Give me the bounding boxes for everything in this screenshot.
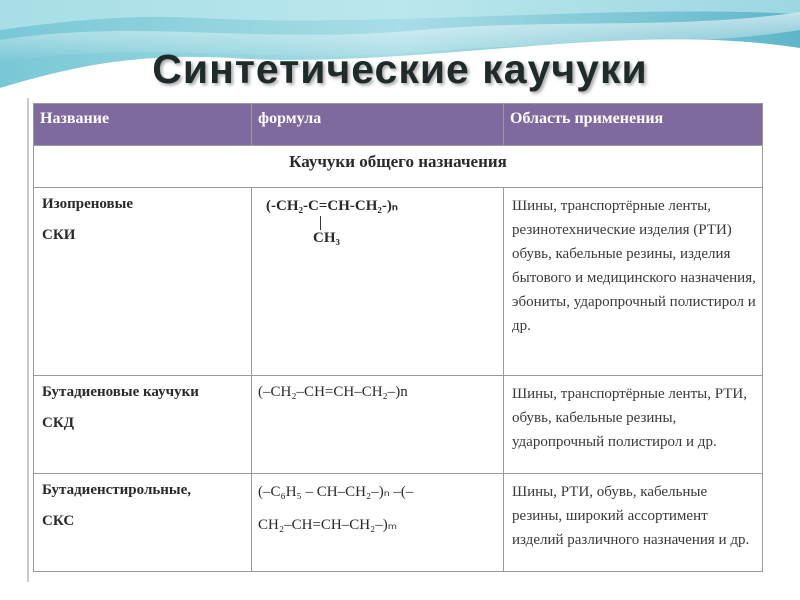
rubber-name-cell <box>34 188 252 376</box>
formula-line2: CH₂–CH=CH–CH₂–)ₘ <box>258 517 398 533</box>
column-header-formula: формула <box>252 104 504 146</box>
table-row <box>34 188 763 376</box>
formula-main: (–CH₂–CH=CH–CH₂–)n <box>258 384 408 400</box>
rubber-name: Изопреновые <box>42 196 133 212</box>
table-header-row <box>34 104 763 146</box>
rubber-abbr: СКД <box>42 415 75 431</box>
application-cell: Шины, РТИ, обувь, кабельные резины, широкий ассортимент изделий различного назначения и др. <box>504 474 763 572</box>
rubber-name-cell <box>34 474 252 572</box>
section-row <box>34 146 763 188</box>
formula-main: (–C₆H₅ – CH–CH₂–)ₙ –(– <box>258 484 414 500</box>
left-divider-line <box>27 98 29 582</box>
rubber-abbr: СКИ <box>42 227 76 243</box>
rubber-table <box>33 103 763 572</box>
application-cell: Шины, транспортёрные ленты, резинотехнические изделия (РТИ) обувь, кабельные резины, изделия бытового и медицинского назначения, эбониты, ударопрочный полистирол и др. <box>504 188 763 376</box>
formula-substituent: CH₃ <box>313 230 340 246</box>
table-row <box>34 474 763 572</box>
slide-title: Синтетические каучуки <box>152 46 648 92</box>
column-header-application: Область применения <box>504 104 763 146</box>
formula-main: (-CH₂-C=CH-CH₂-)ₙ <box>266 198 398 214</box>
application-cell: Шины, транспортёрные ленты, РТИ, обувь, кабельные резины, ударопрочный полистирол и др. <box>504 376 763 474</box>
formula-cell <box>252 474 504 572</box>
bond-line <box>320 216 321 230</box>
formula-cell <box>252 376 504 474</box>
formula-cell <box>252 188 504 376</box>
section-title: Каучуки общего назначения <box>34 146 763 188</box>
table-row <box>34 376 763 474</box>
rubber-name: Бутадиенстирольные, <box>42 482 192 498</box>
rubber-name-cell <box>34 376 252 474</box>
column-header-name: Название <box>34 104 252 146</box>
rubber-name: Бутадиеновые каучуки <box>42 384 199 400</box>
rubber-abbr: СКС <box>42 513 75 529</box>
